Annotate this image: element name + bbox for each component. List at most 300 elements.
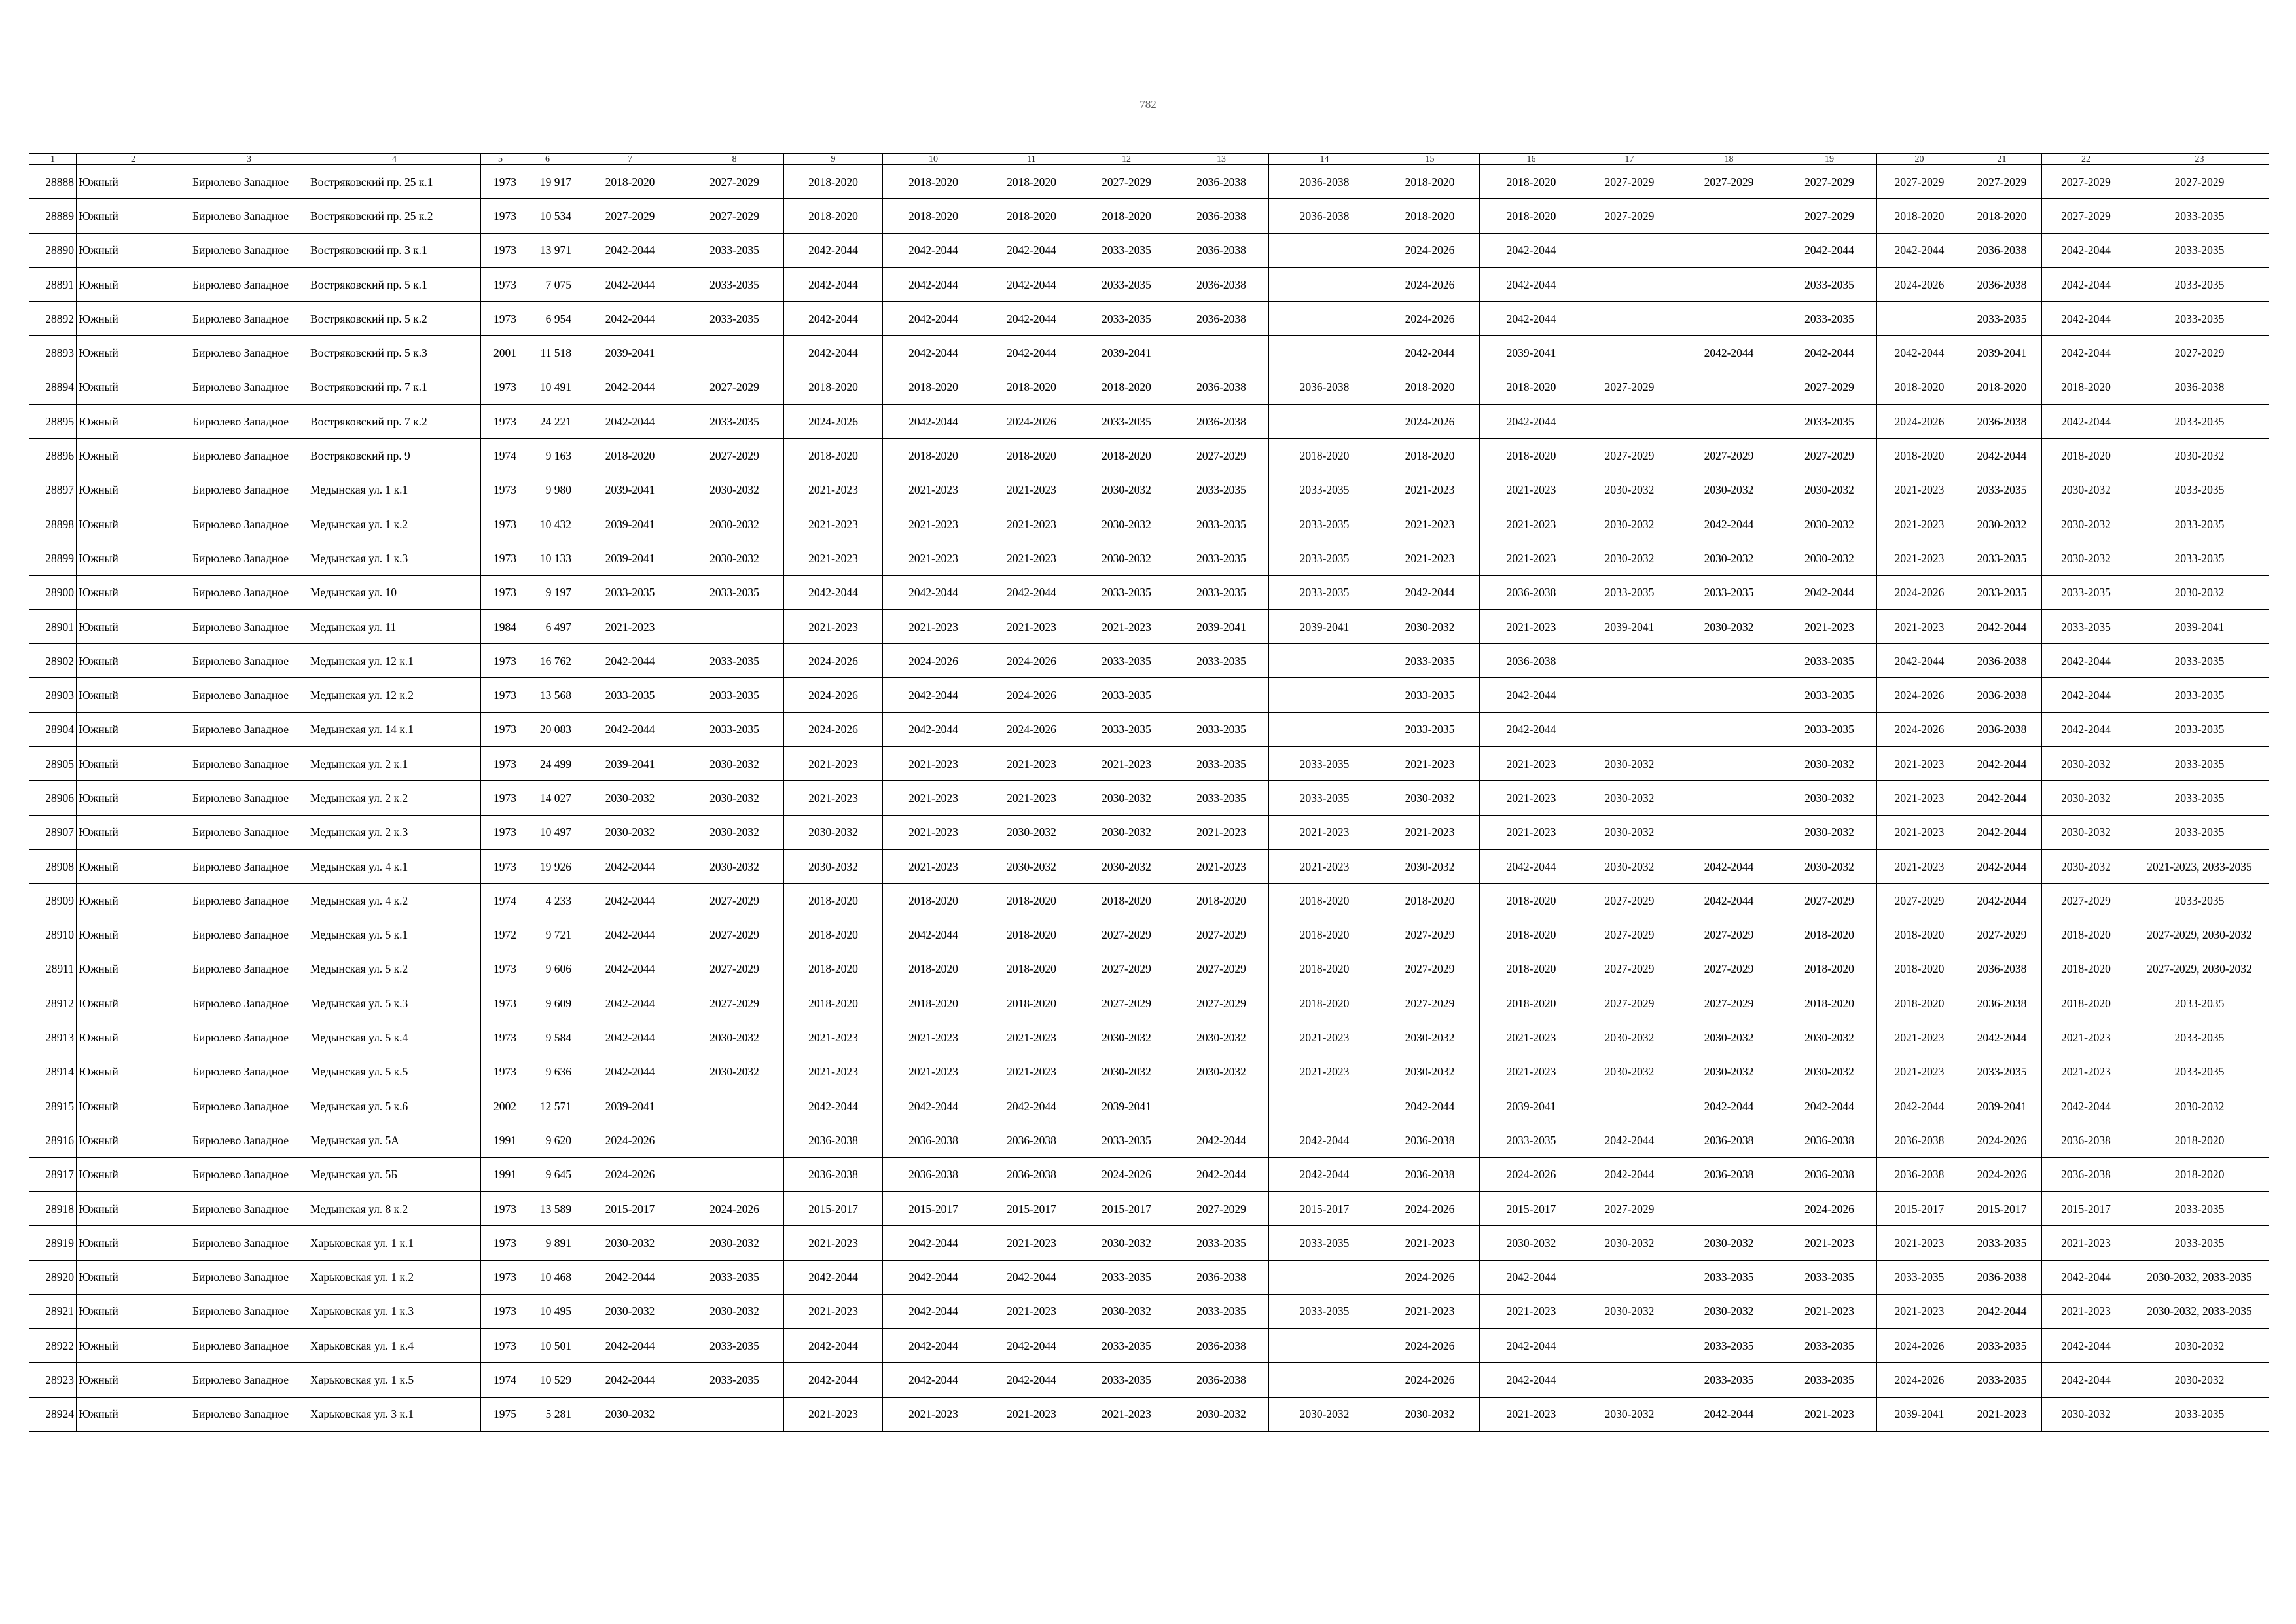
col-23-cell: 2033-2035	[2130, 815, 2269, 849]
col-15-cell: 2030-2032	[1380, 849, 1480, 883]
col-23-cell: 2033-2035	[2130, 302, 2269, 336]
col-13-cell: 2033-2035	[1174, 575, 1269, 609]
col-year-built-cell: 1973	[481, 370, 520, 404]
col-17-cell	[1583, 1363, 1676, 1397]
col-7-cell: 2030-2032	[575, 1226, 685, 1260]
col-8-cell: 2027-2029	[685, 165, 784, 199]
col-11-cell: 2021-2023	[984, 1226, 1079, 1260]
col-14-cell	[1269, 712, 1380, 746]
col-17-cell	[1583, 336, 1676, 370]
col-address-cell: Харьковская ул. 1 к.5	[308, 1363, 481, 1397]
col-13-cell: 2033-2035	[1174, 473, 1269, 507]
col-19-cell: 2030-2032	[1782, 473, 1877, 507]
col-11-cell: 2024-2026	[984, 678, 1079, 712]
col-22-cell: 2021-2023	[2042, 1226, 2130, 1260]
col-7-cell: 2042-2044	[575, 405, 685, 439]
col-13-cell: 2036-2038	[1174, 405, 1269, 439]
col-12-cell: 2030-2032	[1079, 781, 1174, 815]
col-7-cell: 2021-2023	[575, 609, 685, 643]
col-17-cell: 2027-2029	[1583, 370, 1676, 404]
col-10-cell: 2042-2044	[883, 1260, 984, 1294]
col-year-built-cell: 1973	[481, 1055, 520, 1089]
col-11-cell: 2021-2023	[984, 1294, 1079, 1328]
col-18-cell: 2042-2044	[1676, 849, 1782, 883]
col-23-cell: 2030-2032	[2130, 1329, 2269, 1363]
col-12-cell: 2033-2035	[1079, 1329, 1174, 1363]
table-row	[29, 370, 2269, 404]
col-year-built-cell: 1973	[481, 507, 520, 541]
col-11-cell: 2042-2044	[984, 575, 1079, 609]
col-14-cell: 2033-2035	[1269, 575, 1380, 609]
col-11-cell: 2018-2020	[984, 199, 1079, 233]
col-20-cell: 2021-2023	[1877, 473, 1962, 507]
col-16-cell: 2042-2044	[1480, 849, 1583, 883]
col-14-cell: 2033-2035	[1269, 747, 1380, 781]
col-14-cell: 2021-2023	[1269, 1055, 1380, 1089]
col-10-cell: 2021-2023	[883, 1055, 984, 1089]
col-address-cell: Востряковский пр. 5 к.1	[308, 267, 481, 301]
col-17-cell: 2030-2032	[1583, 781, 1676, 815]
col-14-cell: 2042-2044	[1269, 1123, 1380, 1157]
col-17-cell: 2030-2032	[1583, 1294, 1676, 1328]
col-12-cell: 2021-2023	[1079, 1397, 1174, 1431]
col-15-cell: 2033-2035	[1380, 678, 1480, 712]
col-20-cell: 2021-2023	[1877, 747, 1962, 781]
col-19-cell: 2033-2035	[1782, 1363, 1877, 1397]
col-21-cell: 2027-2029	[1962, 918, 2042, 952]
col-13-cell: 2021-2023	[1174, 849, 1269, 883]
col-19-cell: 2030-2032	[1782, 849, 1877, 883]
col-area-cell: 9 980	[520, 473, 575, 507]
col-address-cell: Востряковский пр. 5 к.2	[308, 302, 481, 336]
col-20-cell: 2024-2026	[1877, 575, 1962, 609]
col-11-cell: 2036-2038	[984, 1157, 1079, 1191]
col-20-cell: 2018-2020	[1877, 439, 1962, 473]
column-number-cell: 21	[1962, 154, 2042, 165]
col-7-cell: 2042-2044	[575, 233, 685, 267]
col-9-cell: 2021-2023	[784, 541, 883, 575]
col-address-cell: Медынская ул. 1 к.3	[308, 541, 481, 575]
col-15-cell: 2030-2032	[1380, 1020, 1480, 1055]
col-17-cell	[1583, 1329, 1676, 1363]
col-11-cell: 2042-2044	[984, 1329, 1079, 1363]
col-16-cell: 2021-2023	[1480, 1020, 1583, 1055]
col-9-cell: 2042-2044	[784, 1260, 883, 1294]
col-record-number-cell: 28913	[29, 1020, 77, 1055]
col-10-cell: 2042-2044	[883, 267, 984, 301]
col-23-cell: 2030-2032	[2130, 575, 2269, 609]
col-8-cell: 2033-2035	[685, 267, 784, 301]
col-record-number-cell: 28917	[29, 1157, 77, 1191]
col-11-cell: 2018-2020	[984, 439, 1079, 473]
col-8-cell: 2030-2032	[685, 507, 784, 541]
col-record-number-cell: 28888	[29, 165, 77, 199]
col-22-cell: 2027-2029	[2042, 884, 2130, 918]
col-12-cell: 2021-2023	[1079, 747, 1174, 781]
col-22-cell: 2021-2023	[2042, 1020, 2130, 1055]
col-record-number-cell: 28923	[29, 1363, 77, 1397]
col-8-cell	[685, 1089, 784, 1123]
col-23-cell: 2036-2038	[2130, 370, 2269, 404]
col-18-cell	[1676, 712, 1782, 746]
col-13-cell: 2036-2038	[1174, 267, 1269, 301]
col-16-cell: 2042-2044	[1480, 1329, 1583, 1363]
col-15-cell: 2021-2023	[1380, 1294, 1480, 1328]
col-8-cell: 2027-2029	[685, 439, 784, 473]
col-13-cell	[1174, 336, 1269, 370]
col-address-cell: Медынская ул. 4 к.1	[308, 849, 481, 883]
col-district-cell: Бирюлево Западное	[190, 1123, 308, 1157]
col-15-cell: 2027-2029	[1380, 952, 1480, 986]
col-7-cell: 2039-2041	[575, 473, 685, 507]
col-8-cell: 2024-2026	[685, 1191, 784, 1225]
col-11-cell: 2024-2026	[984, 644, 1079, 678]
col-okrug-cell: Южный	[77, 302, 190, 336]
col-8-cell	[685, 336, 784, 370]
column-number-cell: 4	[308, 154, 481, 165]
col-18-cell	[1676, 1191, 1782, 1225]
col-record-number-cell: 28911	[29, 952, 77, 986]
col-address-cell: Медынская ул. 5 к.5	[308, 1055, 481, 1089]
col-9-cell: 2018-2020	[784, 952, 883, 986]
col-23-cell: 2030-2032	[2130, 1363, 2269, 1397]
col-area-cell: 9 609	[520, 986, 575, 1020]
column-number-cell: 1	[29, 154, 77, 165]
col-address-cell: Востряковский пр. 7 к.2	[308, 405, 481, 439]
col-23-cell: 2027-2029, 2030-2032	[2130, 952, 2269, 986]
col-18-cell	[1676, 199, 1782, 233]
col-record-number-cell: 28901	[29, 609, 77, 643]
col-18-cell: 2042-2044	[1676, 507, 1782, 541]
col-district-cell: Бирюлево Западное	[190, 1055, 308, 1089]
table-row	[29, 336, 2269, 370]
col-22-cell: 2042-2044	[2042, 678, 2130, 712]
col-21-cell: 2042-2044	[1962, 609, 2042, 643]
col-12-cell: 2027-2029	[1079, 918, 1174, 952]
col-19-cell: 2042-2044	[1782, 1089, 1877, 1123]
col-11-cell: 2018-2020	[984, 165, 1079, 199]
col-13-cell: 2036-2038	[1174, 1329, 1269, 1363]
col-year-built-cell: 1973	[481, 1260, 520, 1294]
col-record-number-cell: 28900	[29, 575, 77, 609]
col-district-cell: Бирюлево Западное	[190, 609, 308, 643]
col-okrug-cell: Южный	[77, 233, 190, 267]
col-18-cell: 2027-2029	[1676, 952, 1782, 986]
col-20-cell: 2033-2035	[1877, 1260, 1962, 1294]
col-year-built-cell: 2001	[481, 336, 520, 370]
col-15-cell: 2027-2029	[1380, 986, 1480, 1020]
col-23-cell: 2033-2035	[2130, 747, 2269, 781]
col-record-number-cell: 28924	[29, 1397, 77, 1431]
col-9-cell: 2036-2038	[784, 1157, 883, 1191]
col-16-cell: 2018-2020	[1480, 439, 1583, 473]
col-district-cell: Бирюлево Западное	[190, 1157, 308, 1191]
col-11-cell: 2021-2023	[984, 541, 1079, 575]
col-12-cell: 2018-2020	[1079, 439, 1174, 473]
col-7-cell: 2042-2044	[575, 644, 685, 678]
col-19-cell: 2027-2029	[1782, 370, 1877, 404]
col-17-cell: 2030-2032	[1583, 1055, 1676, 1089]
col-14-cell	[1269, 644, 1380, 678]
col-22-cell: 2027-2029	[2042, 199, 2130, 233]
col-16-cell: 2021-2023	[1480, 1397, 1583, 1431]
col-22-cell: 2030-2032	[2042, 473, 2130, 507]
table-row	[29, 1020, 2269, 1055]
col-16-cell: 2021-2023	[1480, 541, 1583, 575]
col-9-cell: 2018-2020	[784, 370, 883, 404]
col-district-cell: Бирюлево Западное	[190, 302, 308, 336]
col-year-built-cell: 1973	[481, 781, 520, 815]
col-10-cell: 2042-2044	[883, 1363, 984, 1397]
col-16-cell: 2021-2023	[1480, 507, 1583, 541]
col-22-cell: 2015-2017	[2042, 1191, 2130, 1225]
col-year-built-cell: 1973	[481, 952, 520, 986]
col-20-cell: 2042-2044	[1877, 1089, 1962, 1123]
col-15-cell: 2036-2038	[1380, 1123, 1480, 1157]
col-11-cell: 2042-2044	[984, 1089, 1079, 1123]
column-number-cell: 9	[784, 154, 883, 165]
col-year-built-cell: 1991	[481, 1157, 520, 1191]
col-7-cell: 2039-2041	[575, 541, 685, 575]
col-9-cell: 2042-2044	[784, 336, 883, 370]
col-10-cell: 2021-2023	[883, 747, 984, 781]
col-address-cell: Медынская ул. 5 к.1	[308, 918, 481, 952]
col-16-cell: 2018-2020	[1480, 952, 1583, 986]
col-address-cell: Медынская ул. 4 к.2	[308, 884, 481, 918]
col-17-cell: 2030-2032	[1583, 473, 1676, 507]
col-record-number-cell: 28922	[29, 1329, 77, 1363]
col-21-cell: 2036-2038	[1962, 233, 2042, 267]
col-16-cell: 2042-2044	[1480, 405, 1583, 439]
col-18-cell: 2030-2032	[1676, 1055, 1782, 1089]
col-19-cell: 2021-2023	[1782, 1226, 1877, 1260]
col-year-built-cell: 1973	[481, 849, 520, 883]
col-record-number-cell: 28895	[29, 405, 77, 439]
col-14-cell: 2036-2038	[1269, 199, 1380, 233]
col-area-cell: 19 917	[520, 165, 575, 199]
col-19-cell: 2018-2020	[1782, 986, 1877, 1020]
col-21-cell: 2018-2020	[1962, 370, 2042, 404]
col-22-cell: 2033-2035	[2042, 575, 2130, 609]
col-8-cell: 2030-2032	[685, 781, 784, 815]
col-22-cell: 2030-2032	[2042, 1397, 2130, 1431]
col-20-cell: 2018-2020	[1877, 918, 1962, 952]
table-row	[29, 267, 2269, 301]
col-okrug-cell: Южный	[77, 336, 190, 370]
col-18-cell: 2027-2029	[1676, 918, 1782, 952]
col-8-cell	[685, 1397, 784, 1431]
col-address-cell: Харьковская ул. 1 к.4	[308, 1329, 481, 1363]
col-18-cell: 2042-2044	[1676, 1089, 1782, 1123]
col-district-cell: Бирюлево Западное	[190, 849, 308, 883]
col-10-cell: 2042-2044	[883, 678, 984, 712]
table-row	[29, 507, 2269, 541]
col-22-cell: 2042-2044	[2042, 233, 2130, 267]
col-address-cell: Медынская ул. 5А	[308, 1123, 481, 1157]
col-13-cell: 2027-2029	[1174, 986, 1269, 1020]
col-17-cell	[1583, 405, 1676, 439]
col-21-cell: 2036-2038	[1962, 712, 2042, 746]
col-8-cell: 2033-2035	[685, 405, 784, 439]
column-number-cell: 11	[984, 154, 1079, 165]
col-okrug-cell: Южный	[77, 1397, 190, 1431]
col-17-cell: 2030-2032	[1583, 1397, 1676, 1431]
col-9-cell: 2042-2044	[784, 1089, 883, 1123]
col-district-cell: Бирюлево Западное	[190, 1329, 308, 1363]
col-8-cell: 2030-2032	[685, 815, 784, 849]
col-22-cell: 2042-2044	[2042, 1260, 2130, 1294]
col-8-cell: 2030-2032	[685, 849, 784, 883]
col-12-cell: 2021-2023	[1079, 609, 1174, 643]
col-okrug-cell: Южный	[77, 712, 190, 746]
col-13-cell: 2036-2038	[1174, 1260, 1269, 1294]
table-row	[29, 644, 2269, 678]
col-8-cell: 2027-2029	[685, 986, 784, 1020]
col-record-number-cell: 28906	[29, 781, 77, 815]
col-21-cell: 2033-2035	[1962, 473, 2042, 507]
col-16-cell: 2042-2044	[1480, 267, 1583, 301]
column-number-cell: 18	[1676, 154, 1782, 165]
col-18-cell	[1676, 747, 1782, 781]
col-17-cell: 2033-2035	[1583, 575, 1676, 609]
col-10-cell: 2021-2023	[883, 541, 984, 575]
col-record-number-cell: 28894	[29, 370, 77, 404]
col-year-built-cell: 1973	[481, 575, 520, 609]
col-21-cell: 2033-2035	[1962, 541, 2042, 575]
col-okrug-cell: Южный	[77, 781, 190, 815]
col-15-cell: 2042-2044	[1380, 575, 1480, 609]
col-11-cell: 2021-2023	[984, 1397, 1079, 1431]
col-16-cell: 2021-2023	[1480, 609, 1583, 643]
col-area-cell: 16 762	[520, 644, 575, 678]
col-area-cell: 14 027	[520, 781, 575, 815]
col-22-cell: 2042-2044	[2042, 712, 2130, 746]
col-okrug-cell: Южный	[77, 884, 190, 918]
col-20-cell: 2021-2023	[1877, 1226, 1962, 1260]
col-10-cell: 2042-2044	[883, 233, 984, 267]
col-22-cell: 2042-2044	[2042, 336, 2130, 370]
col-15-cell: 2024-2026	[1380, 1329, 1480, 1363]
col-23-cell: 2027-2029	[2130, 336, 2269, 370]
col-21-cell: 2036-2038	[1962, 1260, 2042, 1294]
col-8-cell: 2030-2032	[685, 541, 784, 575]
col-12-cell: 2039-2041	[1079, 336, 1174, 370]
col-15-cell: 2018-2020	[1380, 884, 1480, 918]
col-16-cell: 2042-2044	[1480, 302, 1583, 336]
table-row	[29, 1294, 2269, 1328]
col-10-cell: 2024-2026	[883, 644, 984, 678]
col-12-cell: 2033-2035	[1079, 1260, 1174, 1294]
col-9-cell: 2021-2023	[784, 1226, 883, 1260]
col-19-cell: 2033-2035	[1782, 644, 1877, 678]
col-9-cell: 2030-2032	[784, 815, 883, 849]
col-address-cell: Медынская ул. 5Б	[308, 1157, 481, 1191]
col-14-cell: 2018-2020	[1269, 986, 1380, 1020]
col-18-cell	[1676, 815, 1782, 849]
col-9-cell: 2021-2023	[784, 1294, 883, 1328]
col-okrug-cell: Южный	[77, 644, 190, 678]
col-10-cell: 2018-2020	[883, 165, 984, 199]
col-address-cell: Востряковский пр. 3 к.1	[308, 233, 481, 267]
col-okrug-cell: Южный	[77, 473, 190, 507]
col-23-cell: 2033-2035	[2130, 1226, 2269, 1260]
col-15-cell: 2021-2023	[1380, 815, 1480, 849]
col-22-cell: 2021-2023	[2042, 1055, 2130, 1089]
col-9-cell: 2018-2020	[784, 986, 883, 1020]
col-10-cell: 2042-2044	[883, 1089, 984, 1123]
table-row	[29, 1157, 2269, 1191]
col-record-number-cell: 28893	[29, 336, 77, 370]
col-13-cell: 2033-2035	[1174, 747, 1269, 781]
col-21-cell: 2039-2041	[1962, 336, 2042, 370]
col-area-cell: 10 133	[520, 541, 575, 575]
col-8-cell: 2033-2035	[685, 644, 784, 678]
col-7-cell: 2039-2041	[575, 336, 685, 370]
col-21-cell: 2033-2035	[1962, 1226, 2042, 1260]
col-15-cell: 2030-2032	[1380, 781, 1480, 815]
col-19-cell: 2033-2035	[1782, 712, 1877, 746]
col-district-cell: Бирюлево Западное	[190, 370, 308, 404]
col-17-cell	[1583, 712, 1676, 746]
col-10-cell: 2042-2044	[883, 712, 984, 746]
col-okrug-cell: Южный	[77, 1123, 190, 1157]
col-14-cell	[1269, 302, 1380, 336]
col-8-cell: 2030-2032	[685, 473, 784, 507]
col-10-cell: 2018-2020	[883, 370, 984, 404]
col-19-cell: 2036-2038	[1782, 1123, 1877, 1157]
col-14-cell: 2018-2020	[1269, 952, 1380, 986]
col-8-cell: 2030-2032	[685, 1294, 784, 1328]
col-9-cell: 2030-2032	[784, 849, 883, 883]
col-14-cell: 2033-2035	[1269, 1226, 1380, 1260]
col-12-cell: 2030-2032	[1079, 1226, 1174, 1260]
col-10-cell: 2021-2023	[883, 609, 984, 643]
col-15-cell: 2027-2029	[1380, 918, 1480, 952]
page-number: 782	[1139, 98, 1157, 111]
col-22-cell: 2042-2044	[2042, 1089, 2130, 1123]
col-8-cell	[685, 1123, 784, 1157]
table-row	[29, 233, 2269, 267]
col-7-cell: 2042-2044	[575, 1020, 685, 1055]
col-19-cell: 2036-2038	[1782, 1157, 1877, 1191]
col-11-cell: 2021-2023	[984, 1055, 1079, 1089]
col-record-number-cell: 28914	[29, 1055, 77, 1089]
col-14-cell	[1269, 1329, 1380, 1363]
col-district-cell: Бирюлево Западное	[190, 473, 308, 507]
col-9-cell: 2021-2023	[784, 507, 883, 541]
col-19-cell: 2030-2032	[1782, 781, 1877, 815]
col-12-cell: 2033-2035	[1079, 302, 1174, 336]
col-7-cell: 2042-2044	[575, 884, 685, 918]
col-record-number-cell: 28903	[29, 678, 77, 712]
col-9-cell: 2021-2023	[784, 1020, 883, 1055]
col-okrug-cell: Южный	[77, 575, 190, 609]
column-number-cell: 3	[190, 154, 308, 165]
col-17-cell	[1583, 1089, 1676, 1123]
col-14-cell	[1269, 233, 1380, 267]
col-20-cell: 2036-2038	[1877, 1123, 1962, 1157]
table-row	[29, 405, 2269, 439]
col-record-number-cell: 28897	[29, 473, 77, 507]
col-19-cell: 2027-2029	[1782, 199, 1877, 233]
col-23-cell: 2033-2035	[2130, 1397, 2269, 1431]
col-7-cell: 2033-2035	[575, 575, 685, 609]
col-7-cell: 2039-2041	[575, 747, 685, 781]
col-12-cell: 2030-2032	[1079, 1294, 1174, 1328]
col-14-cell: 2015-2017	[1269, 1191, 1380, 1225]
col-13-cell: 2036-2038	[1174, 302, 1269, 336]
col-9-cell: 2015-2017	[784, 1191, 883, 1225]
